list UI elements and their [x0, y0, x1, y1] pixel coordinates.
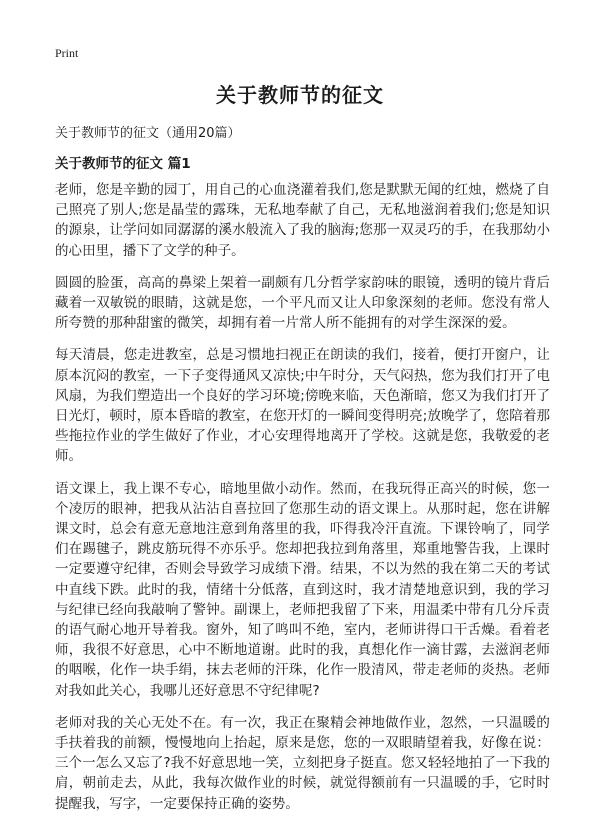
paragraph-2: 圆圆的脸蛋，高高的鼻梁上架着一副颇有几分哲学家韵味的眼镜，透明的镜片背后藏着一双敏锐的眼睛，这就是您，一个平凡而又让人印象深刻的老师。您没有常人所夸赞的那种甜蜜的微笑，却拥有着一片常人所不能拥有的对学生深深的爱。	[55, 274, 550, 332]
document-title: 关于教师节的征文	[216, 83, 384, 107]
print-link[interactable]: Print	[55, 46, 79, 60]
paragraph-3: 每天清晨，您走进教室，总是习惯地扫视正在朗读的我们，接着，便打开窗户，让原本沉闷的教室，一下子变得通风又凉快;中午时分，天气闷热，您为我们打开了电风扇，为我们塑造出一个良好的学习环境;傍晚来临，天色渐暗，您又为我们打开了日光灯，顿时，原本昏暗的教室，在您开灯的一瞬间变得明亮;放晚学了，您陪着那些拖拉作业的学生做好了作业，才心安理得地离开了学校。这就是您，我敬爱的老师。	[55, 347, 550, 465]
section-heading: 关于教师节的征文 篇1	[55, 156, 191, 172]
paragraph-4: 语文课上，我上课不专心，暗地里做小动作。然而，在我玩得正高兴的时候，您一个凌厉的眼神，把我从沾沾自喜拉回了您那生动的语文课上。从那时起，您在讲解课文时，总会有意无意地注意到角落里的我，吓得我冷汗直流。下课铃响了，同学们在踢毽子，跳皮筋玩得不亦乐乎。您却把我拉到角落里，郑重地警告我，上课时一定要遵守纪律，否则会导致学习成绩下滑。结果，不以为然的我在第二天的考试中直线下跌。此时的我，情绪十分低落，直到这时，我才清楚地意识到，我的学习与纪律已经向我敲响了警钟。副课上，老师把我留了下来，用温柔中带有几分斥责的语气耐心地开导着我。窗外，知了鸣叫不绝，室内，老师讲得口干舌燥。看着老师，我很不好意思，心中不断地道谢。此时的我，真想化作一滴甘露，去滋润老师的咽喉，化作一块手绢，抹去老师的汗珠，化作一股清风，带走老师的炎热。老师对我如此关心，我哪儿还好意思不守纪律呢?	[55, 480, 550, 699]
document-subtitle: 关于教师节的征文（通用20篇）	[55, 126, 241, 141]
paragraph-5: 老师对我的关心无处不在。有一次，我正在聚精会神地做作业，忽然，一只温暖的手扶着我的前额，慢慢地向上抬起，原来是您，您的一双眼睛望着我，好像在说：三个一怎么又忘了?我不好意思地一笑，立刻把身子挺直。您又轻轻地拍了一下我的肩，朝前走去，从此，我每次做作业的时候，就觉得额前有一只温暖的手，它时时提醒我，写字，一定要保持正确的姿势。	[55, 714, 551, 812]
article-body	[55, 180, 550, 826]
paragraph-1: 老师，您是辛勤的园丁，用自己的心血浇灌着我们,您是默默无闻的红烛，燃烧了自己照亮了别人;您是晶莹的露珠，无私地奉献了自己，无私地滋润着我们;您是知识的源泉，让学问如同潺潺的溪水般流入了我的脑海;您那一双灵巧的手，在我那幼小的心田里，播下了文学的种子。	[55, 182, 550, 259]
